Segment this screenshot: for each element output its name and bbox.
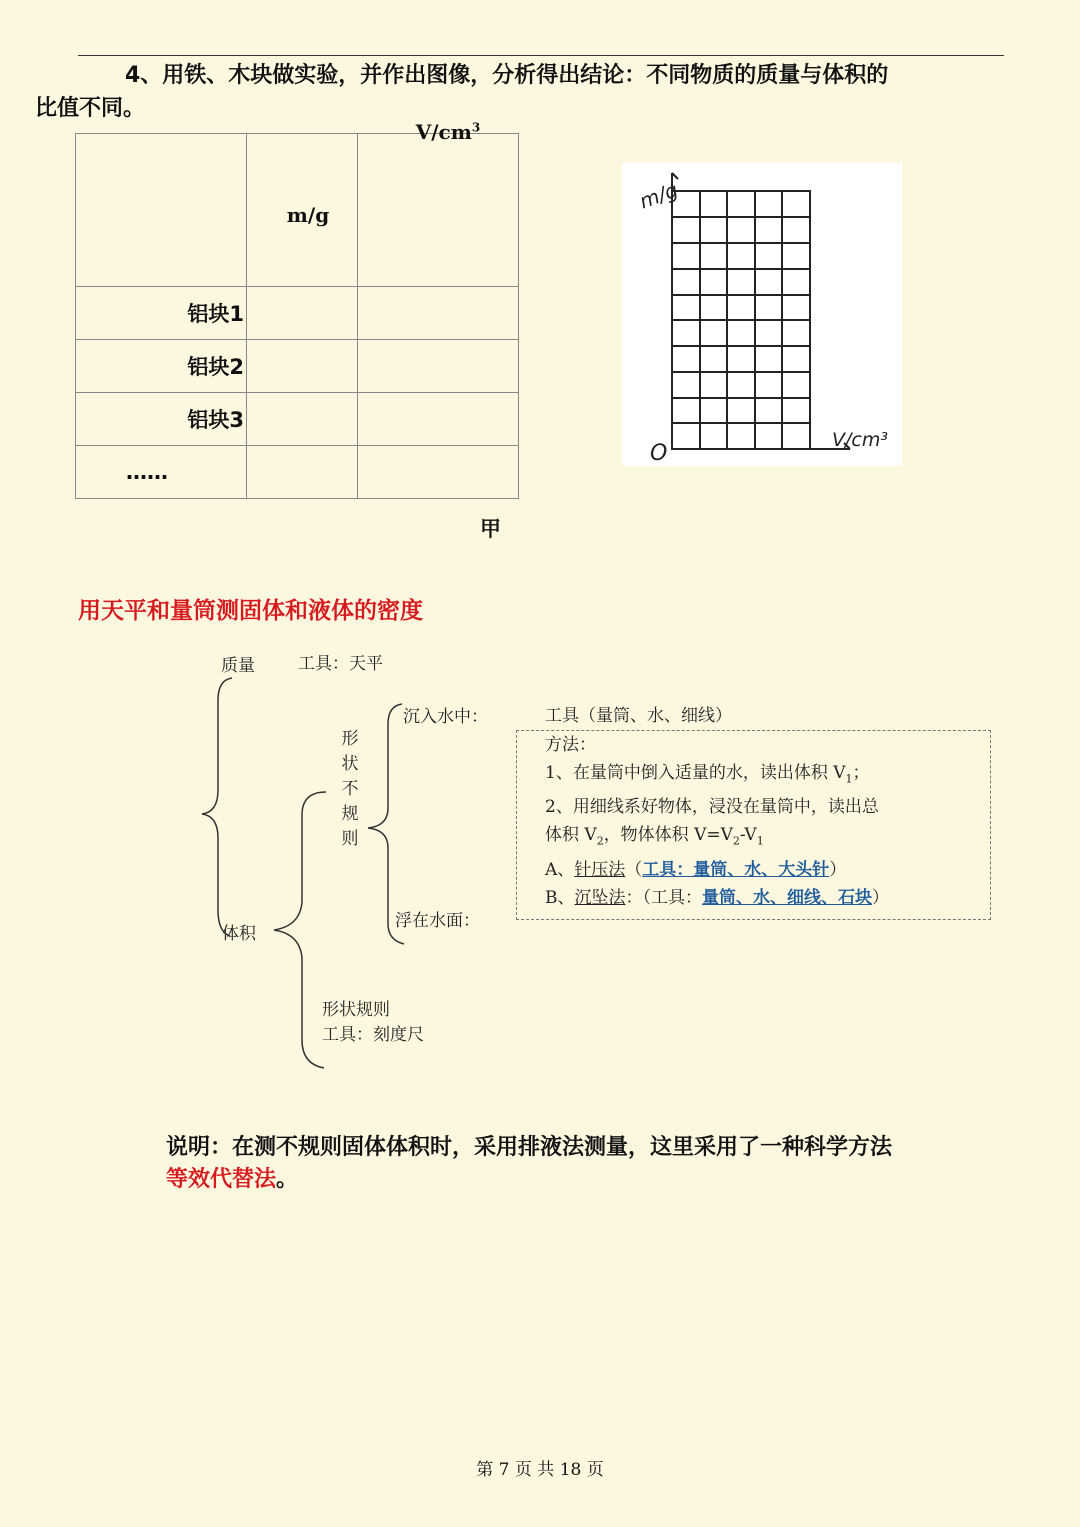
blank-graph-figure (622, 163, 902, 466)
table-cell[interactable] (358, 446, 519, 499)
regular-shape-label: 形状规则 (322, 1000, 390, 1020)
note-highlight: 等效代替法 (166, 1167, 277, 1192)
volume-header-label: $V/cm^3$ (415, 120, 481, 144)
table-row-label: 铝块1 (76, 287, 247, 340)
irregular-label: 形 状 不 规 则 (341, 729, 359, 849)
intro-line-2: 比值不同。 (35, 96, 146, 121)
regular-tool-label: 工具：刻度尺 (322, 1025, 424, 1045)
figure-caption: 甲 (480, 517, 501, 541)
origin-label: O (650, 441, 668, 466)
method-step-2a: 2、用细线系好物体，浸没在量筒中，读出总 (545, 797, 879, 818)
volume-label: 体积 (222, 924, 256, 944)
table-cell[interactable] (358, 393, 519, 446)
table-row-label: 铝块3 (76, 393, 247, 446)
note-paragraph (166, 1132, 1016, 1196)
x-axis-label: V/cm³ (832, 429, 888, 451)
method-step-2b: 体积 $V_2$，物体体积 $V=V_2-V_1$ (545, 825, 764, 848)
table-cell[interactable] (247, 393, 358, 446)
table-row-label: …… (76, 446, 247, 499)
section-title: 用天平和量筒测固体和液体的密度 (78, 598, 423, 624)
table-cell[interactable] (358, 287, 519, 340)
table-corner-cell (76, 134, 247, 287)
intro-line-1: 4、用铁、木块做实验，并作出图像，分析得出结论：不同物质的质量与体积的 (125, 63, 889, 88)
method-a-tools: 工具：量筒、水、大头针 (642, 859, 830, 880)
note-end: 。 (276, 1167, 299, 1192)
grid-graph-svg (622, 163, 902, 466)
sink-tool-label: 工具（量筒、水、细线） (545, 706, 732, 726)
table-row (76, 340, 519, 393)
table-cell[interactable] (247, 446, 358, 499)
volume-brace (274, 792, 326, 1068)
table-row (76, 287, 519, 340)
header-rule (78, 55, 1004, 56)
method-b-tools: 量筒、水、细线、石块 (702, 887, 872, 908)
table-row (76, 446, 519, 499)
table-cell[interactable] (358, 340, 519, 393)
mass-header-label: m/g (286, 203, 330, 227)
table-cell[interactable] (247, 340, 358, 393)
table-row (76, 393, 519, 446)
method-label: 方法： (545, 735, 596, 755)
method-step-1: 1、在量筒中倒入适量的水，读出体积 $V_1$； (545, 763, 870, 786)
page-footer: 第 7 页 共 18 页 (476, 1460, 604, 1480)
method-b-name: 沉坠法 (574, 887, 626, 908)
data-table (75, 120, 519, 499)
table-row-label: 铝块2 (76, 340, 247, 393)
table-header-mass (247, 134, 358, 287)
table-header-volume (358, 120, 519, 287)
mass-label: 质量 (221, 656, 255, 676)
sink-label: 沉入水中： (403, 707, 488, 727)
mass-tool-label: 工具：天平 (298, 654, 383, 674)
y-axis-label: m/g (636, 177, 682, 214)
method-content (545, 731, 985, 912)
intro-paragraph (35, 59, 1010, 125)
note-text: 说明：在测不规则固体体积时，采用排液法测量，这里采用了一种科学方法 (166, 1135, 893, 1160)
table-cell[interactable] (247, 287, 358, 340)
method-a-name: 针压法 (574, 859, 626, 880)
float-label: 浮在水面： (395, 911, 480, 931)
method-b: B、沉坠法：（工具：量筒、水、细线、石块） (545, 887, 889, 908)
table-header-row (76, 134, 519, 287)
main-brace (202, 678, 232, 936)
method-a: A、针压法（工具：量筒、水、大头针） (545, 859, 847, 880)
